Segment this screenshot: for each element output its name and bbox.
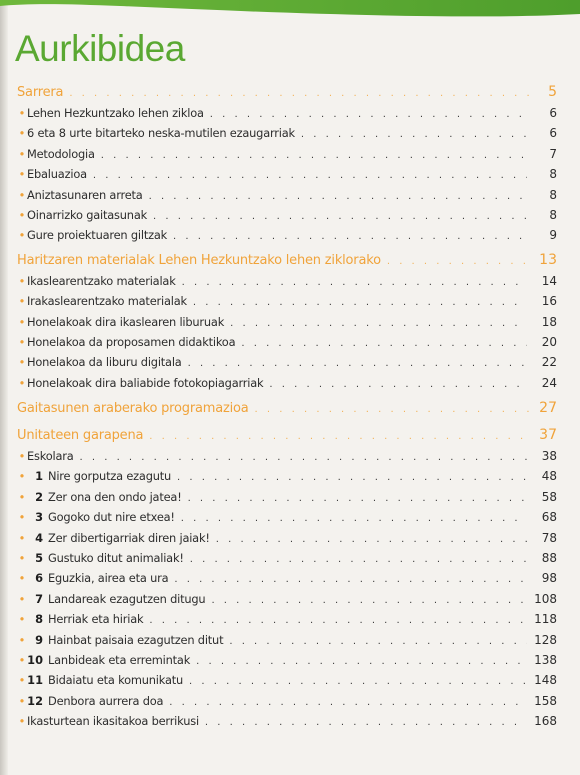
toc-entry <box>17 592 557 612</box>
unit-number: 5 <box>35 551 43 566</box>
entry-page-number: 8 <box>549 187 557 202</box>
bullet-icon: • <box>18 355 26 370</box>
entry-title: Oinarrizko gaitasunak <box>27 207 147 222</box>
entry-title: Ebaluazioa <box>27 167 87 182</box>
bullet-icon: • <box>18 106 26 120</box>
entry-page-number: 118 <box>534 612 557 627</box>
toc-entry <box>17 571 557 591</box>
dot-leader <box>80 452 528 463</box>
bullet-icon: • <box>18 714 26 729</box>
toc-entry <box>17 551 557 571</box>
bullet-icon: • <box>18 126 26 141</box>
toc-entry <box>17 294 557 314</box>
dot-leader <box>149 615 527 626</box>
unit-number: 11 <box>27 673 43 688</box>
toc-entry <box>17 694 557 714</box>
entry-page-number: 48 <box>541 469 557 484</box>
bullet-icon: • <box>18 207 26 222</box>
toc-entry <box>17 355 557 375</box>
toc-entry <box>17 531 557 551</box>
toc-entry <box>17 510 557 530</box>
entry-title: Honelakoa da proposamen didaktikoa <box>27 334 236 349</box>
entry-page-number: 148 <box>534 673 557 688</box>
dot-leader <box>205 717 527 728</box>
toc-entry <box>17 335 557 355</box>
bullet-icon: • <box>18 673 26 688</box>
unit-number: 3 <box>35 510 43 525</box>
bullet-icon: • <box>18 314 26 329</box>
toc-entry <box>17 633 557 653</box>
dot-leader <box>229 636 527 647</box>
entry-title: Lanbideak eta erremintak <box>48 652 191 667</box>
bullet-icon: • <box>18 449 26 464</box>
entry-title: Metodologia <box>27 146 95 161</box>
toc-section-heading <box>17 427 557 449</box>
entry-title: Gustuko ditut animaliak! <box>48 551 184 566</box>
entry-title: Lehen Hezkuntzako lehen zikloa <box>27 106 204 120</box>
bullet-icon: • <box>18 530 26 545</box>
entry-page-number: 20 <box>541 334 557 349</box>
book-spine-shadow <box>0 0 8 775</box>
entry-page-number: 16 <box>541 294 557 309</box>
dot-leader <box>216 534 527 545</box>
dot-leader <box>190 554 527 565</box>
unit-number: 2 <box>35 489 43 504</box>
bullet-icon: • <box>18 571 26 586</box>
entry-page-number: 24 <box>541 375 557 390</box>
section-title: Gaitasunen araberako programazioa <box>17 401 249 417</box>
dot-leader <box>93 170 527 181</box>
bullet-icon: • <box>18 469 26 484</box>
entry-title: Irakaslearentzako materialak <box>27 294 187 309</box>
entry-page-number: 9 <box>549 228 557 243</box>
section-title: Sarrera <box>17 85 64 100</box>
toc-entry <box>17 714 557 734</box>
entry-title: Denbora aurrera doa <box>48 693 164 708</box>
toc-section-heading <box>17 252 557 274</box>
dot-leader <box>149 191 527 202</box>
entry-page-number: 8 <box>549 167 557 182</box>
bullet-icon: • <box>18 334 26 349</box>
dot-leader <box>177 472 527 483</box>
dot-leader <box>193 297 527 308</box>
entry-page-number: 78 <box>541 530 557 545</box>
entry-page-number: 38 <box>541 449 557 464</box>
entry-title: Honelakoak dira ikaslearen liburuak <box>27 314 225 329</box>
entry-page-number: 6 <box>549 126 557 141</box>
dot-leader <box>188 493 527 504</box>
toc-entry <box>17 449 557 469</box>
dot-leader <box>241 338 527 349</box>
toc-entry <box>17 376 557 396</box>
dot-leader <box>387 256 531 267</box>
toc-entry <box>17 612 557 632</box>
dot-leader <box>182 277 527 288</box>
bullet-icon: • <box>18 632 26 647</box>
toc-entry <box>17 147 557 167</box>
toc-entry <box>17 469 557 489</box>
unit-number: 9 <box>35 632 43 647</box>
entry-title: Herriak eta hiriak <box>48 612 144 627</box>
entry-page-number: 7 <box>549 146 557 161</box>
entry-page-number: 98 <box>541 571 557 586</box>
entry-title: Eguzkia, airea eta ura <box>48 571 169 586</box>
page-title: Aurkibidea <box>15 28 185 69</box>
entry-page-number: 58 <box>541 489 557 504</box>
bullet-icon: • <box>18 489 26 504</box>
dot-leader <box>196 656 527 667</box>
entry-page-number: 6 <box>549 106 557 120</box>
entry-title: Honelakoak dira baliabide fotokopiagarriak <box>27 375 264 390</box>
toc-section-heading <box>17 400 557 424</box>
bullet-icon: • <box>18 146 26 161</box>
entry-title: Honelakoa da liburu digitala <box>27 355 182 370</box>
entry-title: Nire gorputza ezagutu <box>48 469 172 484</box>
entry-page-number: 138 <box>534 652 557 667</box>
entry-page-number: 88 <box>541 551 557 566</box>
entry-page-number: 14 <box>541 273 557 288</box>
entry-title: 6 eta 8 urte bitarteko neska-mutilen ezaugarriak <box>27 126 295 141</box>
unit-number: 1 <box>35 469 43 484</box>
unit-number: 6 <box>35 571 43 586</box>
dot-leader <box>69 88 531 99</box>
dot-leader <box>269 379 527 390</box>
toc-section-heading <box>17 84 557 106</box>
entry-title: Aniztasunaren arreta <box>27 187 143 202</box>
toc-entry <box>17 106 557 126</box>
unit-number: 10 <box>27 652 43 667</box>
bullet-icon: • <box>18 273 26 288</box>
dot-leader <box>255 404 531 415</box>
toc-entry <box>17 673 557 693</box>
dot-leader <box>189 676 527 687</box>
section-page-number: 37 <box>539 427 557 444</box>
bullet-icon: • <box>18 591 26 606</box>
bullet-icon: • <box>18 294 26 309</box>
bullet-icon: • <box>18 693 26 708</box>
entry-page-number: 8 <box>549 207 557 222</box>
toc-entry <box>17 228 557 248</box>
bullet-icon: • <box>18 167 26 182</box>
section-page-number: 5 <box>548 84 557 100</box>
dot-leader <box>174 574 527 585</box>
toc-entry <box>17 167 557 187</box>
bullet-icon: • <box>18 652 26 667</box>
dot-leader <box>153 211 527 222</box>
entry-title: Zer ona den ondo jatea! <box>48 489 182 504</box>
dot-leader <box>230 318 527 329</box>
entry-page-number: 108 <box>534 591 557 606</box>
entry-page-number: 168 <box>534 714 557 729</box>
unit-number: 4 <box>35 530 43 545</box>
entry-title: Bidaiatu eta komunikatu <box>48 673 184 688</box>
unit-number: 7 <box>35 591 43 606</box>
dot-leader <box>211 595 527 606</box>
section-title: Unitateen garapena <box>17 428 144 444</box>
toc-entry <box>17 208 557 228</box>
dot-leader <box>188 358 527 369</box>
toc-entry <box>17 315 557 335</box>
dot-leader <box>169 697 527 708</box>
entry-page-number: 128 <box>534 632 557 647</box>
entry-page-number: 22 <box>541 355 557 370</box>
toc-entry <box>17 490 557 510</box>
entry-title: Hainbat paisaia ezagutzen ditut <box>48 632 224 647</box>
bullet-icon: • <box>18 510 26 525</box>
section-page-number: 13 <box>539 251 557 268</box>
bullet-icon: • <box>18 375 26 390</box>
table-of-contents <box>17 84 557 735</box>
toc-entry <box>17 188 557 208</box>
unit-number: 12 <box>27 693 43 708</box>
toc-entry <box>17 274 557 294</box>
dot-leader <box>149 431 531 442</box>
bullet-icon: • <box>18 551 26 566</box>
entry-title: Landareak ezagutzen ditugu <box>48 591 206 606</box>
bullet-icon: • <box>18 612 26 627</box>
dot-leader <box>210 109 527 120</box>
section-page-number: 27 <box>539 400 557 417</box>
entry-page-number: 68 <box>541 510 557 525</box>
dot-leader <box>301 129 527 140</box>
entry-title: Ikasturtean ikasitakoa berrikusi <box>27 714 199 729</box>
dot-leader <box>173 231 527 242</box>
section-title: Haritzaren materialak Lehen Hezkuntzako lehen ziklorako <box>17 252 381 268</box>
dot-leader <box>101 150 527 161</box>
entry-title: Ikaslearentzako materialak <box>27 273 176 288</box>
bullet-icon: • <box>18 187 26 202</box>
entry-title: Gogoko dut nire etxea! <box>48 510 175 525</box>
toc-entry <box>17 653 557 673</box>
entry-title: Zer dibertigarriak diren jaiak! <box>48 530 210 545</box>
entry-page-number: 18 <box>541 314 557 329</box>
entry-title: Eskolara <box>27 449 74 464</box>
unit-number: 8 <box>35 612 43 627</box>
toc-entry <box>17 126 557 146</box>
dot-leader <box>181 513 527 524</box>
entry-page-number: 158 <box>534 693 557 708</box>
entry-title: Gure proiektuaren giltzak <box>27 228 168 243</box>
bullet-icon: • <box>18 228 26 243</box>
